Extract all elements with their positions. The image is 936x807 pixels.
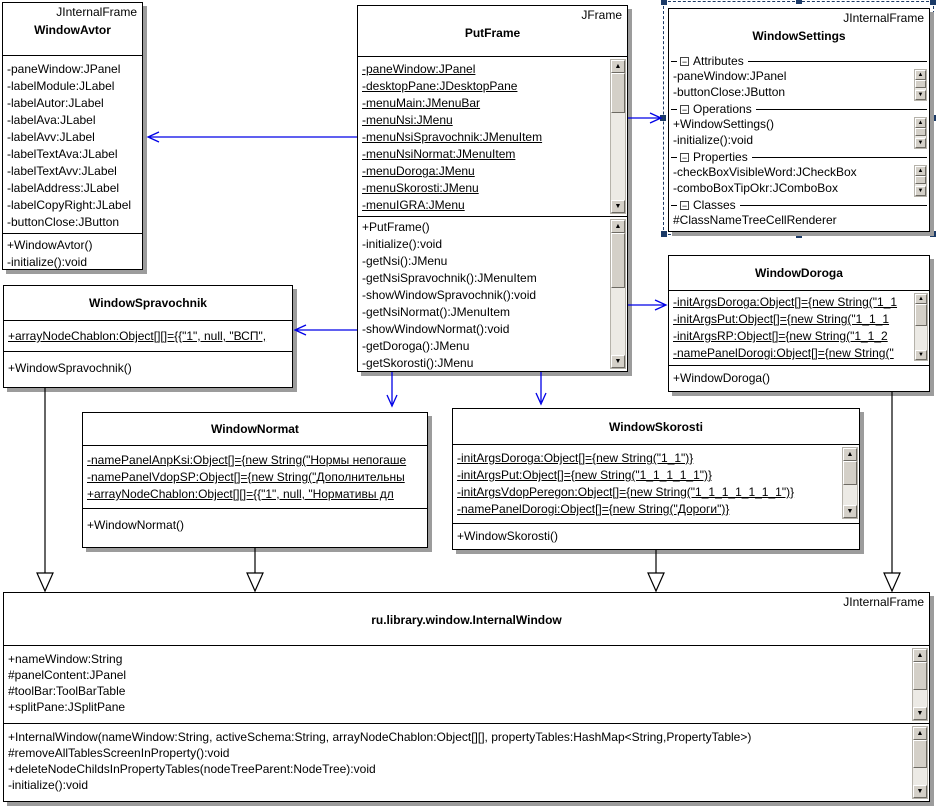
operation[interactable]: -initialize():void — [8, 778, 89, 792]
attributes-compartment — [3, 55, 142, 233]
scroll-track[interactable] — [915, 326, 927, 350]
class-windowdoroga[interactable] — [668, 255, 930, 392]
header-rule — [671, 157, 677, 158]
scroll-track[interactable] — [913, 690, 927, 707]
scroll-track[interactable] — [843, 485, 857, 505]
attribute[interactable]: -labelCopyRight:JLabel — [7, 198, 132, 212]
operation[interactable]: -getNsiSpravochnik():JMenuItem — [362, 271, 537, 285]
scroll-down-icon[interactable]: ▼ — [611, 200, 625, 213]
section-items — [669, 117, 929, 149]
selection-handle[interactable] — [931, 115, 936, 121]
class-name[interactable]: ru.library.window.InternalWindow — [371, 613, 562, 627]
class-putframe[interactable] — [357, 5, 628, 372]
scroll-thumb[interactable] — [913, 740, 927, 768]
class-title — [83, 413, 427, 445]
scrollbar[interactable] — [914, 293, 928, 361]
header-rule — [671, 61, 677, 62]
scrollbar[interactable] — [914, 165, 927, 197]
attribute[interactable]: -labelAddress:JLabel — [7, 181, 120, 195]
scrollbar[interactable] — [914, 117, 927, 149]
class-name[interactable]: WindowSettings — [752, 29, 846, 43]
attribute[interactable]: -namePanelVdopSP:Object[]={new String("Дополнительны — [87, 470, 405, 484]
operation[interactable]: +WindowAvtor() — [7, 238, 93, 252]
operations-compartment — [83, 508, 427, 547]
section-items — [669, 69, 929, 101]
arrowhead-to-windowavtor — [148, 132, 159, 142]
arrowhead-to-windowdoroga — [655, 300, 666, 310]
operation[interactable]: +WindowSkorosti() — [457, 529, 559, 543]
section-header-attributes[interactable] — [669, 53, 929, 69]
class-windowavtor[interactable] — [2, 2, 143, 270]
attribute[interactable]: -menuNsi:JMenu — [362, 113, 453, 127]
scroll-thumb[interactable] — [915, 176, 926, 184]
section-label: Properties — [693, 150, 748, 164]
stereotype-label: JInternalFrame — [843, 11, 924, 25]
operation[interactable]: -getSkorosti():JMenu — [362, 356, 474, 370]
triangle-head-skorosti — [648, 573, 664, 591]
scroll-track[interactable] — [611, 288, 625, 355]
operation[interactable]: -getNsiNormat():JMenuItem — [362, 305, 511, 319]
operation[interactable]: -initialize():void — [7, 255, 88, 269]
section-items — [669, 213, 929, 229]
attribute[interactable]: -paneWindow:JPanel — [673, 69, 787, 83]
operations-compartment — [453, 523, 859, 549]
class-windownormat[interactable] — [82, 412, 428, 548]
scroll-down-icon[interactable]: ▼ — [915, 138, 926, 148]
operation[interactable]: +PutFrame() — [362, 220, 430, 234]
scroll-down-icon[interactable]: ▼ — [611, 355, 625, 368]
collapse-icon[interactable]: − — [681, 200, 688, 210]
attribute[interactable]: -labelTextAva:JLabel — [7, 147, 118, 161]
selection-handle[interactable] — [796, 0, 802, 4]
attribute[interactable]: -menuNsiNormat:JMenuItem — [362, 147, 516, 161]
scroll-down-icon[interactable]: ▼ — [843, 505, 857, 518]
scrollbar[interactable] — [610, 59, 626, 214]
selection-handle[interactable] — [661, 0, 667, 5]
scroll-down-icon[interactable]: ▼ — [915, 186, 926, 196]
scroll-up-icon[interactable]: ▲ — [611, 220, 625, 233]
triangle-head-doroga — [884, 573, 900, 591]
attribute[interactable]: -desktopPane:JDesktopPane — [362, 79, 518, 93]
scroll-track[interactable] — [913, 768, 927, 785]
header-rule — [748, 61, 927, 62]
operation[interactable]: -getNsi():JMenu — [362, 254, 448, 268]
operation[interactable]: -getDoroga():JMenu — [362, 339, 470, 353]
attributes-compartment — [453, 444, 859, 523]
class-name[interactable]: WindowNormat — [211, 422, 299, 436]
section-items — [669, 165, 929, 197]
class-title — [4, 593, 929, 645]
class-name[interactable]: WindowAvtor — [34, 23, 111, 37]
section-label: Classes — [693, 198, 736, 212]
header-rule — [740, 205, 927, 206]
scroll-down-icon[interactable]: ▼ — [915, 90, 926, 100]
operation[interactable]: +InternalWindow(nameWindow:String, activeSchema:String, arrayNodeChablon:Object[][], propertyTables:HashMap<String,PropertyTable>) — [8, 730, 752, 744]
attribute[interactable]: -menuMain:JMenuBar — [362, 96, 481, 110]
scroll-up-icon[interactable]: ▲ — [915, 294, 927, 304]
arrowhead-to-windownormat — [387, 395, 397, 406]
operation[interactable]: #removeAllTablesScreenInProperty():void — [8, 746, 230, 760]
scroll-up-icon[interactable]: ▲ — [611, 60, 625, 73]
attributes-compartment — [669, 290, 929, 365]
attribute[interactable]: +arrayNodeChablon:Object[][]={{"1", null, "ВСП", — [8, 329, 267, 343]
attribute[interactable]: -initArgsPut:Object[]={new String("1_1_1_1_1")} — [457, 468, 712, 482]
section-label: Operations — [693, 102, 752, 116]
attribute[interactable]: -initArgsPut:Object[]={new String("1_1_1 — [673, 312, 890, 326]
class-title — [358, 6, 627, 56]
operation[interactable]: +WindowDoroga() — [673, 371, 771, 385]
attribute[interactable]: -labelAva:JLabel — [7, 113, 96, 127]
attribute[interactable]: -menuNsiSpravochnik:JMenuItem — [362, 130, 543, 144]
scroll-up-icon[interactable]: ▲ — [913, 649, 927, 662]
scroll-up-icon[interactable]: ▲ — [915, 166, 926, 176]
attribute[interactable]: -buttonClose:JButton — [673, 85, 786, 99]
attribute[interactable]: -buttonClose:JButton — [7, 215, 120, 229]
operations-compartment — [4, 723, 929, 801]
class-title — [669, 9, 929, 53]
scroll-down-icon[interactable]: ▼ — [913, 707, 927, 720]
operation[interactable]: +WindowNormat() — [87, 518, 185, 532]
operations-compartment — [4, 351, 292, 387]
attributes-compartment — [83, 445, 427, 508]
attribute[interactable]: -initArgsDoroga:Object[]={new String("1_1")} — [457, 451, 694, 465]
class-name[interactable]: WindowSkorosti — [609, 419, 703, 434]
class-windowsettings[interactable] — [668, 8, 930, 232]
scroll-down-icon[interactable]: ▼ — [915, 350, 927, 360]
operation[interactable]: -showWindowNormat():void — [362, 322, 510, 336]
operation[interactable]: +WindowSettings() — [673, 117, 775, 131]
scrollbar[interactable] — [912, 726, 928, 799]
attribute[interactable]: -initArgsDoroga:Object[]={new String("1_1 — [673, 295, 898, 309]
operation[interactable]: +deleteNodeChildsInPropertyTables(nodeTreeParent:NodeTree):void — [8, 762, 376, 776]
scroll-up-icon[interactable]: ▲ — [913, 727, 927, 740]
scroll-thumb[interactable] — [611, 233, 625, 288]
selection-handle[interactable] — [796, 232, 802, 238]
attribute[interactable]: -labelAvv:JLabel — [7, 130, 95, 144]
attribute[interactable]: -namePanelDorogi:Object[]={new String(" — [673, 346, 894, 360]
scroll-thumb[interactable] — [915, 80, 926, 88]
attribute[interactable]: -labelAutor:JLabel — [7, 96, 104, 110]
arrowhead-to-windowspravochnik — [295, 325, 306, 335]
class-title — [453, 409, 859, 444]
attribute[interactable]: -menuDoroga:JMenu — [362, 164, 475, 178]
class-internalwindow[interactable] — [3, 592, 930, 802]
attributes-compartment — [4, 645, 929, 723]
class-title — [4, 286, 292, 320]
header-rule — [752, 157, 927, 158]
operations-compartment — [669, 365, 929, 391]
attribute[interactable]: +arrayNodeChablon:Object[][]={{"1", null, "Нормативы дл — [87, 487, 394, 501]
operation[interactable]: -initialize():void — [673, 133, 754, 147]
attributes-compartment — [358, 56, 627, 216]
scroll-thumb[interactable] — [611, 73, 625, 113]
operations-compartment — [358, 216, 627, 371]
attribute[interactable]: -menuIGRA:JMenu — [362, 198, 465, 212]
triangle-head-normat — [247, 573, 263, 591]
arrowhead-to-windowskorosti — [536, 393, 546, 404]
collapse-icon[interactable]: − — [681, 152, 688, 162]
attribute[interactable]: #panelContent:JPanel — [8, 668, 127, 682]
attribute[interactable]: -paneWindow:JPanel — [7, 62, 121, 76]
scrollbar[interactable] — [914, 69, 927, 101]
scroll-up-icon[interactable]: ▲ — [843, 448, 857, 461]
header-rule — [671, 109, 677, 110]
operation[interactable]: -initialize():void — [362, 237, 443, 251]
header-rule — [756, 109, 927, 110]
stereotype-label: JFrame — [581, 8, 622, 22]
property[interactable]: -comboBoxTipOkr:JComboBox — [673, 181, 838, 195]
operation[interactable]: -showWindowSpravochnik():void — [362, 288, 537, 302]
class-name[interactable]: WindowDoroga — [755, 266, 843, 280]
attribute[interactable]: -namePanelDorogi:Object[]={new String("Дороги")} — [457, 502, 730, 516]
operations-compartment — [3, 233, 142, 269]
section-header-properties[interactable] — [669, 149, 929, 165]
attribute[interactable]: +splitPane:JSplitPane — [8, 700, 126, 714]
attribute[interactable]: -paneWindow:JPanel — [362, 62, 476, 76]
attribute[interactable]: #toolBar:ToolBarTable — [8, 684, 126, 698]
section-header-classes[interactable] — [669, 197, 929, 213]
scroll-thumb[interactable] — [915, 128, 926, 136]
triangle-head-spravochnik — [37, 573, 53, 591]
attribute[interactable]: -labelModule:JLabel — [7, 79, 115, 93]
scroll-track[interactable] — [611, 113, 625, 200]
scrollbar[interactable] — [842, 447, 858, 519]
attribute[interactable]: -initArgsRP:Object[]={new String("1_1_2 — [673, 329, 888, 343]
attribute[interactable]: -labelTextAvv:JLabel — [7, 164, 117, 178]
scrollbar[interactable] — [912, 648, 928, 721]
collapse-icon[interactable]: − — [681, 104, 688, 114]
attributes-compartment — [4, 320, 292, 351]
section-header-operations[interactable] — [669, 101, 929, 117]
header-rule — [671, 205, 677, 206]
scroll-up-icon[interactable]: ▲ — [915, 70, 926, 80]
scroll-thumb[interactable] — [913, 662, 927, 690]
class-windowskorosti[interactable] — [452, 408, 860, 550]
collapse-icon[interactable]: − — [681, 56, 688, 66]
attribute[interactable]: +nameWindow:String — [8, 652, 123, 666]
class-name[interactable]: WindowSpravochnik — [89, 296, 207, 310]
inner-class[interactable]: #ClassNameTreeCellRenderer — [673, 213, 837, 227]
attribute[interactable]: -menuSkorosti:JMenu — [362, 181, 479, 195]
selection-handle[interactable] — [930, 231, 936, 237]
scroll-up-icon[interactable]: ▲ — [915, 118, 926, 128]
stereotype-label: JInternalFrame — [843, 595, 924, 609]
class-title — [3, 3, 142, 55]
scrollbar[interactable] — [610, 219, 626, 369]
scroll-down-icon[interactable]: ▼ — [913, 785, 927, 798]
attribute[interactable]: -initArgsVdopPeregon:Object[]={new String("1_1_1_1_1_1_1")} — [457, 485, 795, 499]
selection-handle[interactable] — [660, 115, 666, 121]
selection-handle[interactable] — [930, 0, 936, 5]
class-windowspravochnik[interactable] — [3, 285, 293, 388]
operation[interactable]: +WindowSpravochnik() — [8, 361, 132, 375]
class-title — [669, 256, 929, 290]
property[interactable]: -checkBoxVisibleWord:JCheckBox — [673, 165, 857, 179]
stereotype-label: JInternalFrame — [56, 5, 137, 19]
scroll-thumb[interactable] — [843, 461, 857, 485]
attribute[interactable]: -namePanelAnpKsi:Object[]={new String("Нормы непогаше — [87, 453, 407, 467]
selection-handle[interactable] — [661, 231, 667, 237]
class-name[interactable]: PutFrame — [464, 26, 521, 40]
scroll-thumb[interactable] — [915, 304, 927, 326]
section-label: Attributes — [693, 54, 744, 68]
